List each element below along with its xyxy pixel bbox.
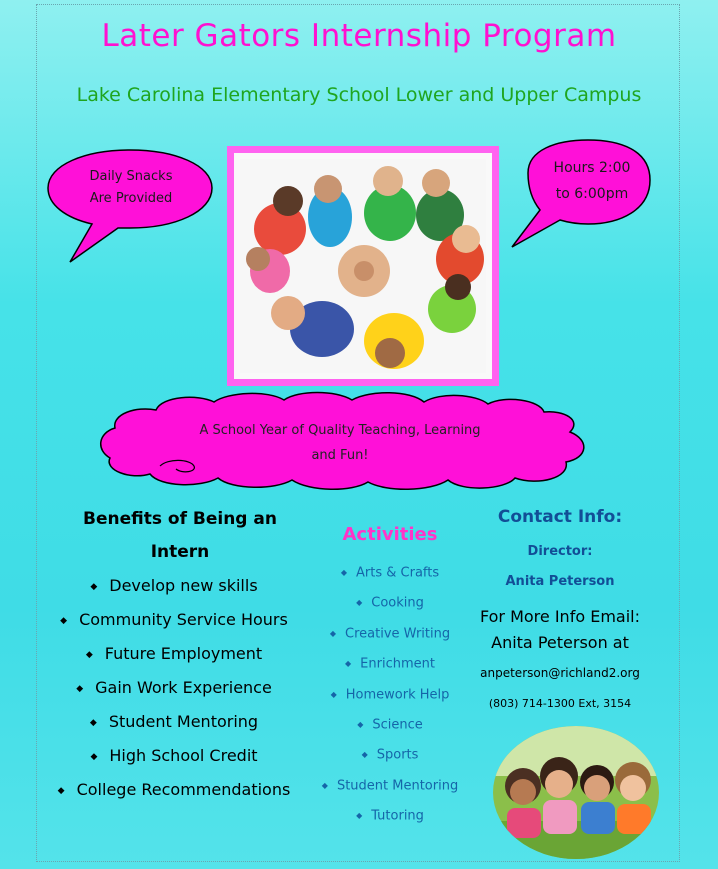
list-item — [300, 588, 480, 618]
benefits-heading-line2: Intern — [150, 542, 210, 562]
bubble-left-line2: Are Provided — [89, 191, 173, 206]
diamond-bullet-icon: ◆ — [356, 811, 363, 821]
diamond-bullet-icon: ◆ — [330, 689, 337, 699]
activity-label: Cooking — [371, 596, 424, 612]
diamond-bullet-icon: ◆ — [329, 628, 337, 638]
diamond-bullet-icon: ◆ — [345, 659, 352, 669]
activity-label: Sports — [376, 748, 419, 764]
benefits-heading-line1: Benefits of Being an — [83, 509, 277, 529]
list-item — [300, 680, 480, 710]
diamond-bullet-icon: ◆ — [90, 751, 98, 762]
activity-label: Creative Writing — [345, 626, 451, 642]
benefits-list — [44, 569, 304, 807]
diamond-bullet-icon: ◆ — [356, 598, 363, 608]
children-circle-illustration — [240, 159, 486, 373]
contact-phone: (803) 714-1300 Ext, 3154 — [488, 697, 632, 710]
benefit-label: Community Service Hours — [79, 610, 288, 629]
diamond-bullet-icon: ◆ — [340, 568, 348, 577]
director-label: Director: — [527, 544, 593, 559]
activity-label: Homework Help — [345, 687, 450, 703]
list-item — [44, 637, 304, 671]
list-item — [44, 603, 304, 637]
bubble-right-line1: Hours 2:00 — [553, 160, 631, 176]
benefit-label: High School Credit — [109, 746, 258, 765]
bubble-right-text — [540, 155, 644, 207]
diamond-bullet-icon: ◆ — [76, 683, 84, 694]
activity-label: Arts & Crafts — [356, 565, 440, 581]
benefits-heading — [70, 503, 290, 569]
more-info-line1: For More Info Email: — [480, 607, 640, 626]
diamond-bullet-icon: ◆ — [57, 785, 65, 796]
list-item — [300, 771, 480, 801]
list-item — [44, 705, 304, 739]
list-item — [44, 739, 304, 773]
activities-list — [300, 558, 480, 832]
bubble-left-line1: Daily Snacks — [89, 169, 173, 184]
activity-label: Tutoring — [371, 808, 424, 824]
benefit-label: Student Mentoring — [108, 712, 259, 731]
activities-heading: Activities — [342, 524, 438, 545]
diamond-bullet-icon: ◆ — [357, 719, 364, 729]
list-item — [300, 801, 480, 831]
benefit-label: Develop new skills — [109, 576, 258, 595]
contact-email[interactable]: anpeterson@richland2.org — [480, 666, 640, 680]
bubble-right-line2: to 6:00pm — [555, 186, 629, 202]
activity-label: Science — [372, 717, 423, 733]
list-item — [44, 671, 304, 705]
diamond-bullet-icon: ◆ — [90, 581, 98, 592]
list-item — [300, 649, 480, 679]
cloud-line2: and Fun! — [311, 448, 369, 463]
list-item — [300, 558, 480, 588]
benefit-label: College Recommendations — [76, 780, 291, 799]
more-info-text — [462, 604, 658, 656]
diamond-bullet-icon: ◆ — [60, 615, 68, 626]
list-item — [44, 773, 304, 807]
list-item — [300, 619, 480, 649]
list-item — [300, 740, 480, 770]
page-subtitle: Lake Carolina Elementary School Lower and Upper Campus — [76, 84, 642, 106]
page-title: Later Gators Internship Program — [101, 18, 617, 54]
benefit-label: Future Employment — [104, 644, 263, 663]
activity-label: Student Mentoring — [336, 778, 459, 794]
bubble-left-text — [72, 166, 190, 210]
diamond-bullet-icon: ◆ — [361, 750, 368, 760]
children-lying-illustration — [493, 726, 659, 859]
diamond-bullet-icon: ◆ — [89, 717, 97, 728]
list-item — [44, 569, 304, 603]
cloud-line1: A School Year of Quality Teaching, Learning — [199, 423, 481, 438]
contact-heading: Contact Info: — [497, 507, 623, 527]
list-item — [300, 710, 480, 740]
more-info-line2: Anita Peterson at — [491, 633, 629, 652]
diamond-bullet-icon: ◆ — [85, 649, 93, 660]
cloud-text — [170, 418, 510, 468]
director-name: Anita Peterson — [505, 574, 615, 589]
diamond-bullet-icon: ◆ — [321, 780, 328, 790]
activity-label: Enrichment — [360, 656, 435, 672]
group-photo — [227, 146, 499, 386]
children-photo — [493, 726, 659, 859]
benefit-label: Gain Work Experience — [95, 678, 272, 697]
